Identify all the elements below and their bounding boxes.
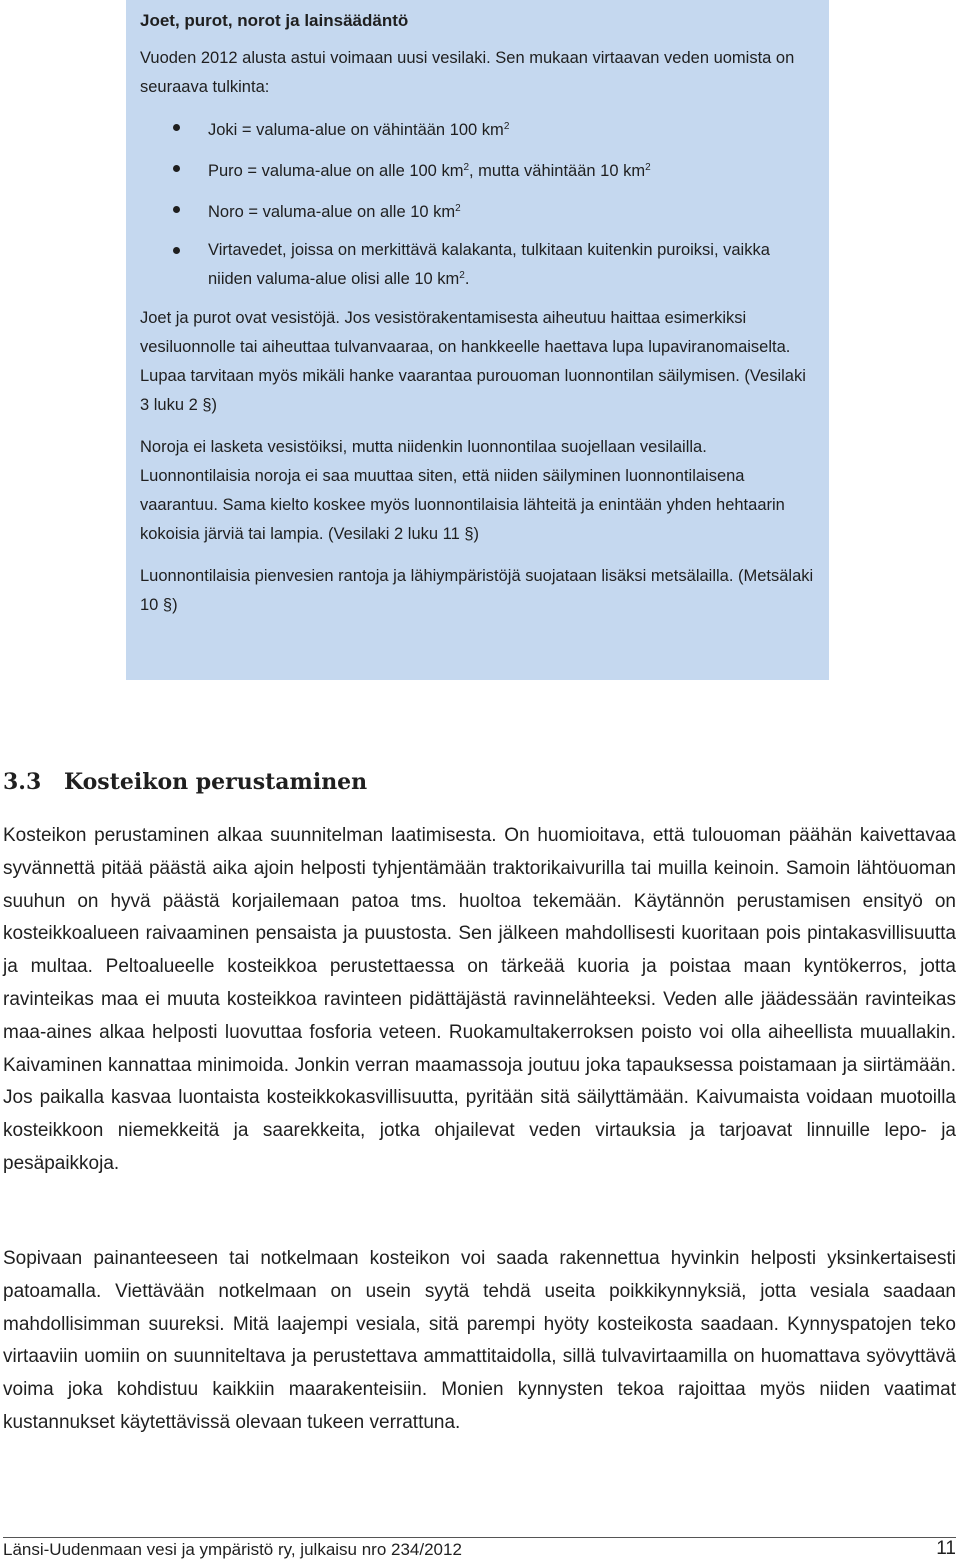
info-box-paragraph: Luonnontilaisia pienvesien rantoja ja lähiympäristöjä suojataan lisäksi metsälailla. (Metsälaki 10 §) <box>140 567 814 614</box>
section-number: 3.3 <box>3 769 42 795</box>
info-box-paragraph: Joet ja purot ovat vesistöjä. Jos vesistörakentamisesta aiheutuu haittaa esimerkiksi vesiluonnolle tai aiheuttaa tulvanvaaraa, on hankkeelle haettava lupa lupaviranomaiselta. Lupaa tarvitaan myös mikäli hanke vaarantaa purouoman luonnontilan säilymisen. (Vesilaki 3 luku 2 §) <box>140 309 806 414</box>
page-number: 11 <box>936 1538 956 1559</box>
list-item: Virtavedet, joissa on merkittävä kalakanta, tulkitaan kuitenkin puroiksi, vaikka niiden valuma-alue olisi alle 10 $km^2$. <box>140 237 815 292</box>
info-box-paragraph: Noroja ei lasketa vesistöiksi, mutta niidenkin luonnontilaa suojellaan vesilailla. Luonnontilaisia noroja ei saa muuttaa siten, että niiden säilyminen luonnontilaisena vaarantuu. Sama kielto koskee myös luonnontilaisia lähteitä ja enintään yhden hehtaarin kokoisia järviä tai lampia. (Vesilaki 2 luku 11 §) <box>140 438 785 543</box>
info-box-title: Joet, purot, norot ja lainsäädäntö <box>140 11 409 30</box>
list-item: Joki = valuma-alue on vähintään 100 $km^2$ <box>140 114 815 143</box>
list-item: Puro = valuma-alue on alle 100 $km^2$, mutta vähintään 10 $km^2$ <box>140 155 815 184</box>
footer-divider <box>3 1537 956 1538</box>
body-paragraph: Kosteikon perustaminen alkaa suunnitelman laatimisesta. On huomioitava, että tulouoman päähän kaivettavaa syvännettä pitää päästä aika ajoin helposti tyhjentämään traktorikaivurilla tai muilla keinoin. Samoin lähtöuoman suuhun on hyvä päästä korjailemaan patoa tms. huoltoa tekemään. Käytännön perustamisen ensityö on kosteikkoalueen raivaaminen pensaista ja puustosta. Sen jälkeen mahdollisesti kuoritaan pois pintakasvillisuutta ja multaa. Peltoalueelle kosteikkoa perustettaessa on tärkeää kuoria ja poistaa maan kyntökerros, jotta ravinteikas maa ei muuta kosteikkoa ravinteen pidättäjästä ravinnelähteeksi. Veden alle jäädessään ravinteikas maa-aines alkaa helposti luovuttaa fosforia veteen. Ruokamultakerroksen poisto voi olla aiheellista muuallakin. Kaivaminen kannattaa minimoida. Jonkin verran maamassoja joutuu joka tapauksessa poistamaan ja siirtämään. Jos paikalla kasvaa luontaista kosteikkokasvillisuutta, pyritään sitä säilyttämään. Kaivumaista voidaan muotoilla kosteikkoon niemekkeitä ja saarekkeita, jotka ohjailevat veden virtauksia ja tarjoavat linnuille lepo- ja pesäpaikkoja. <box>3 825 956 1174</box>
info-box-intro: Vuoden 2012 alusta astui voimaan uusi vesilaki. Sen mukaan virtaavan veden uomista on seuraava tulkinta: <box>140 49 795 96</box>
section-title: Kosteikon perustaminen <box>64 769 368 795</box>
body-paragraph: Sopivaan painanteeseen tai notkelmaan kosteikon voi saada rakennettua hyvinkin helposti yksinkertaisesti patoamalla. Viettävään notkelmaan on usein syytä tehdä useita poikkikynnyksiä, jotta vesiala saadaan mahdollisimman suureksi. Mitä laajempi vesiala, sitä parempi hyöty kosteikosta saadaan. Kynnyspatojen teko virtaaviin uomiin on suunniteltava ja perustettava ammattitaidolla, sillä tulvavirtaamilla on huomattava syövyttävä voima joka kohdistuu kaikkiin maarakenteisiin. Monien kynnysten tekoa rajoittaa myös niiden vaatimat kustannukset käytettävissä olevaan tukeen verrattuna. <box>3 1248 956 1433</box>
info-box <box>126 0 829 680</box>
list-item: Noro = valuma-alue on alle 10 $km^2$ <box>140 196 815 225</box>
definition-list <box>140 114 815 292</box>
footer-publisher: Länsi-Uudenmaan vesi ja ympäristö ry, julkaisu nro 234/2012 <box>3 1540 462 1559</box>
section-heading <box>3 769 367 795</box>
